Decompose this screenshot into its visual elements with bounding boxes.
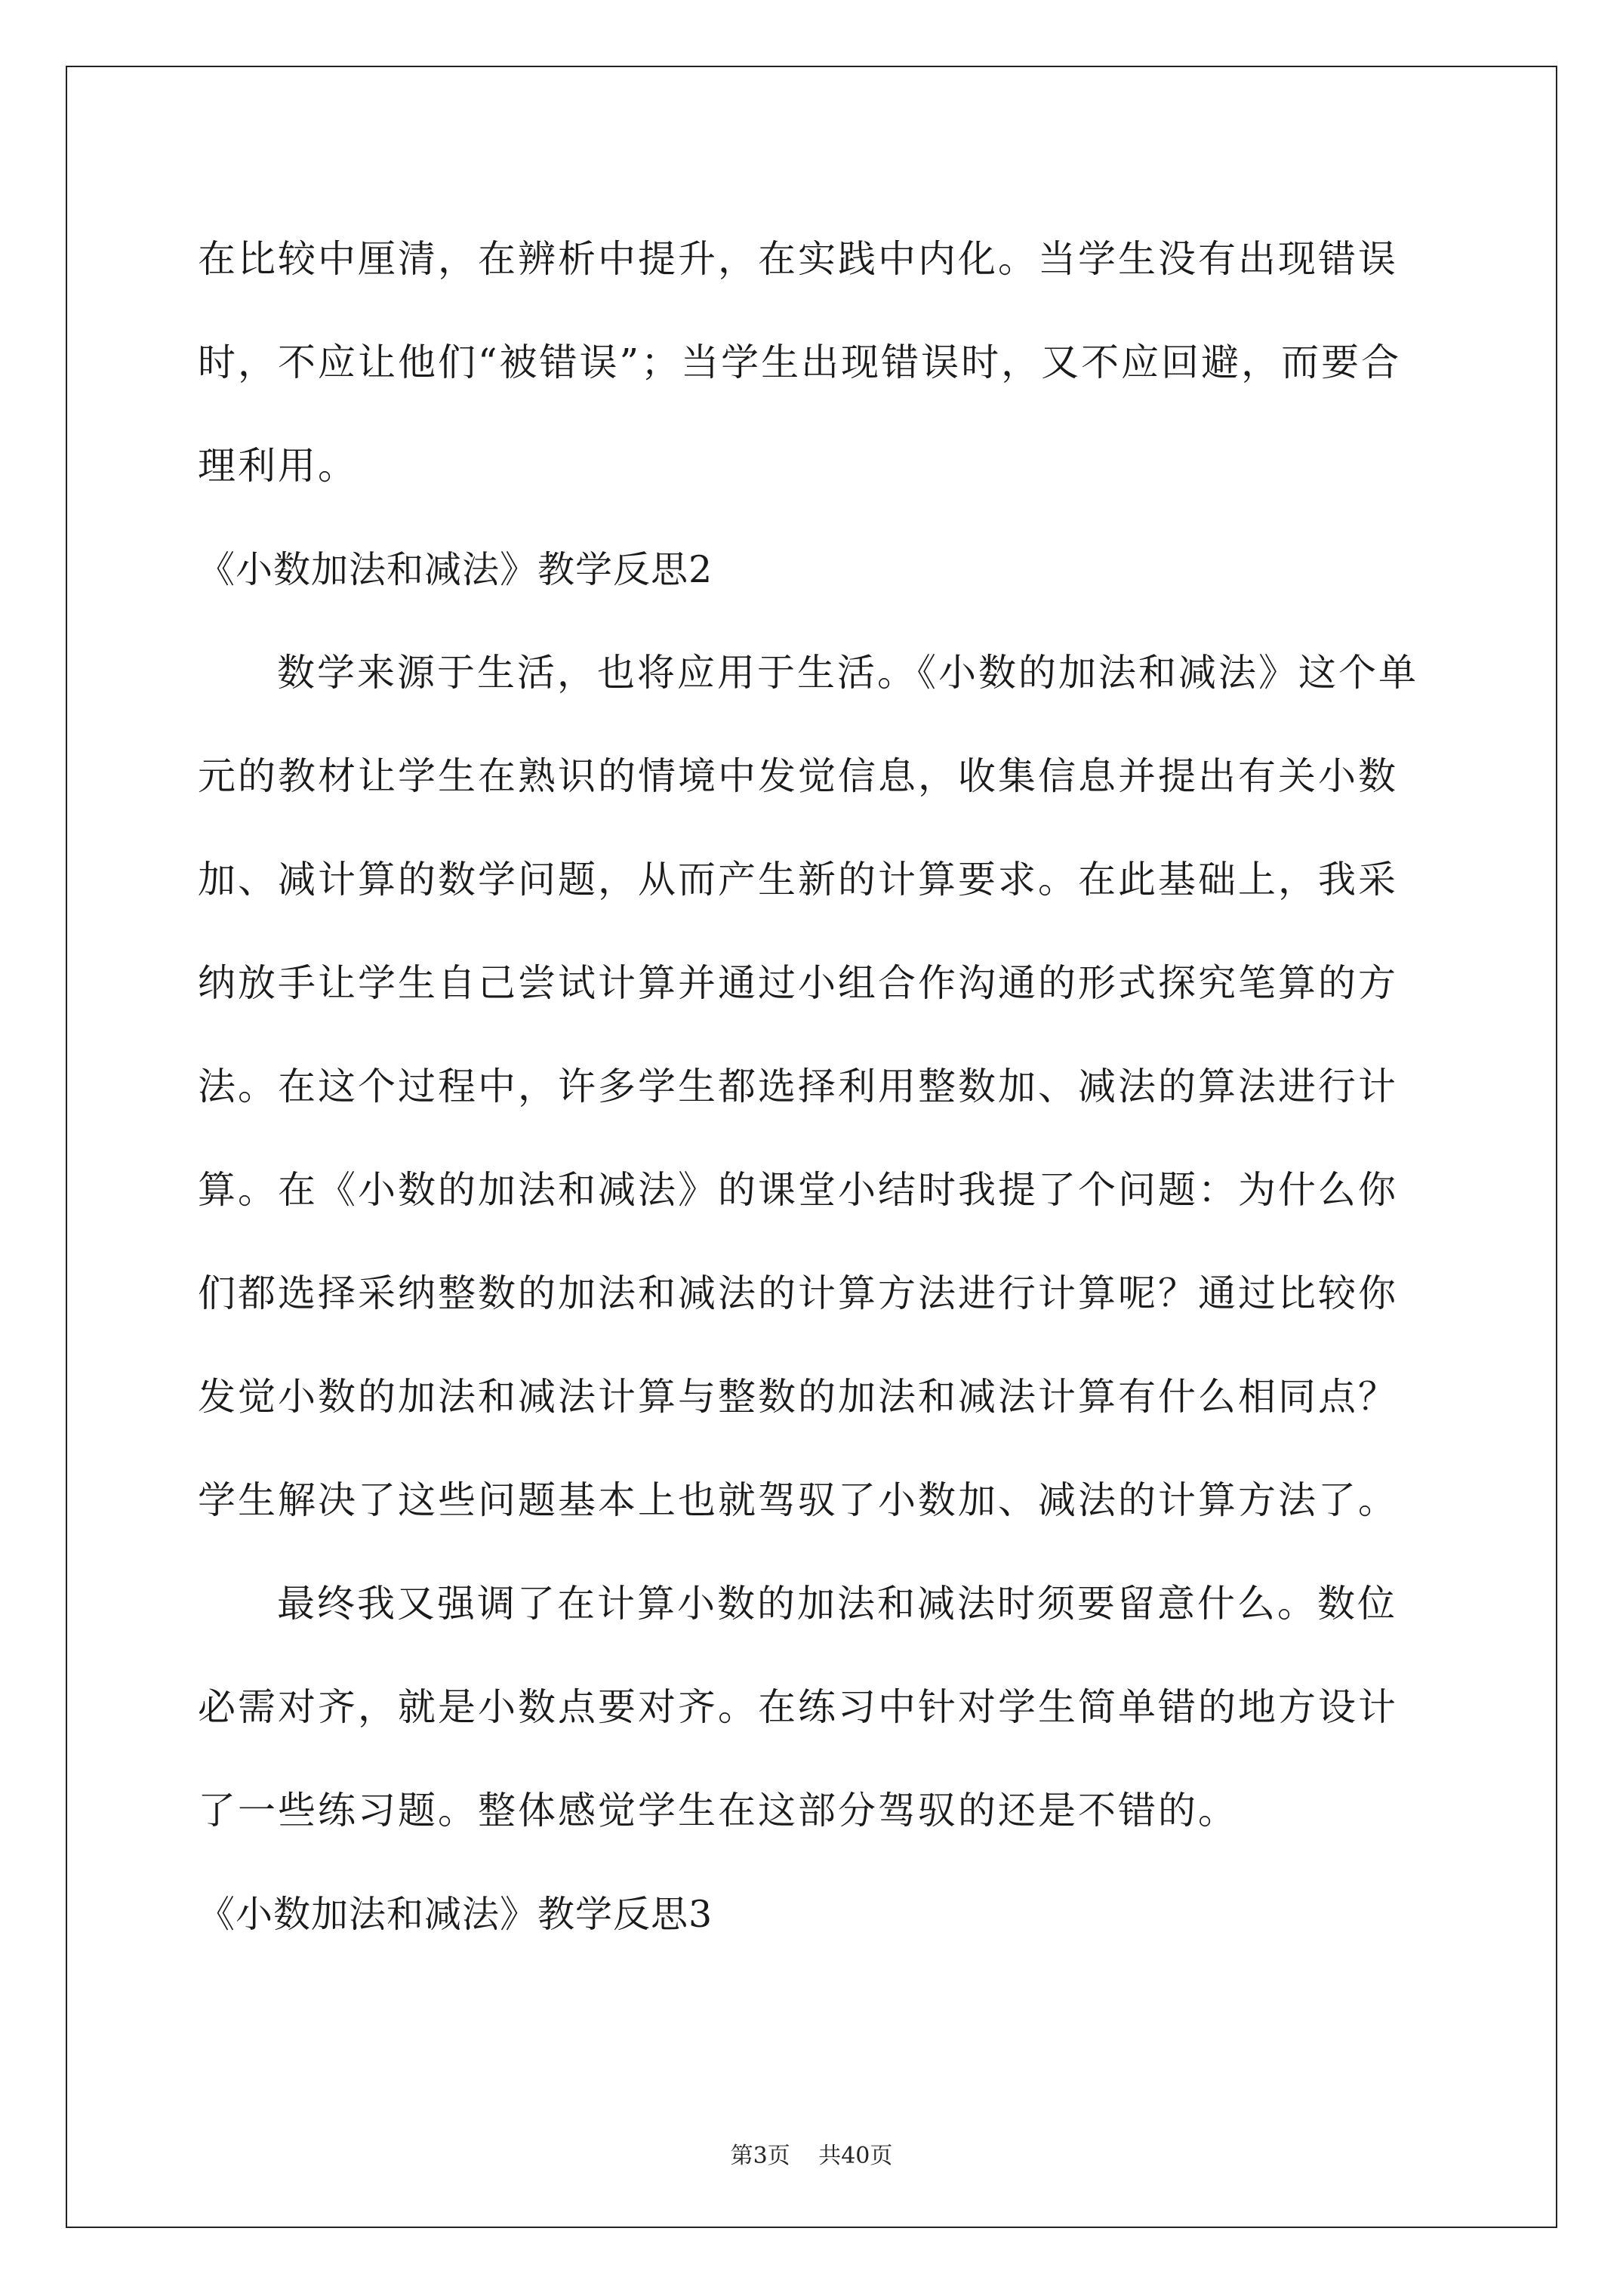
paragraph-line: 发觉小数的加法和减法计算与整数的加法和减法计算有什么相同点？ xyxy=(198,1375,1398,1419)
paragraph-line: 在比较中厘清，在辨析中提升，在实践中内化。当学生没有出现错误 xyxy=(198,237,1398,281)
paragraph-line: 纳放手让学生自己尝试计算并通过小组合作沟通的形式探究笔算的方 xyxy=(198,961,1398,1005)
paragraph-line: 了一些练习题。整体感觉学生在这部分驾驭的还是不错的。 xyxy=(198,1789,1238,1832)
section-heading: 《小数加法和减法》教学反思3 xyxy=(198,1893,713,1936)
paragraph-line: 算。在《小数的加法和减法》的课堂小结时我提了个问题：为什么你 xyxy=(198,1168,1398,1212)
page-footer xyxy=(0,2141,1623,2171)
document-body xyxy=(198,208,1433,1966)
paragraph-line: 学生解决了这些问题基本上也就驾驭了小数加、减法的计算方法了。 xyxy=(198,1478,1398,1522)
page-total: 共40页 xyxy=(818,2143,893,2169)
paragraph-line: 元的教材让学生在熟识的情境中发觉信息，收集信息并提出有关小数 xyxy=(198,754,1398,798)
paragraph-line: 时，不应让他们“被错误”；当学生出现错误时，又不应回避，而要合 xyxy=(198,341,1402,384)
paragraph-line: 法。在这个过程中，许多学生都选择利用整数加、减法的算法进行计 xyxy=(198,1065,1398,1108)
paragraph-line: 加、减计算的数学问题，从而产生新的计算要求。在此基础上，我采 xyxy=(198,858,1398,901)
paragraph-line: 最终我又强调了在计算小数的加法和减法时须要留意什么。数位 xyxy=(277,1582,1397,1626)
paragraph-line: 必需对齐，就是小数点要对齐。在练习中针对学生简单错的地方设计 xyxy=(198,1685,1398,1729)
paragraph-line: 们都选择采纳整数的加法和减法的计算方法进行计算呢？通过比较你 xyxy=(198,1271,1398,1315)
paragraph-line: 理利用。 xyxy=(198,444,358,488)
paragraph-line: 数学来源于生活，也将应用于生活。《小数的加法和减法》这个单 xyxy=(277,651,1418,695)
page-number: 第3页 xyxy=(730,2143,790,2169)
section-heading: 《小数加法和减法》教学反思2 xyxy=(198,548,713,591)
